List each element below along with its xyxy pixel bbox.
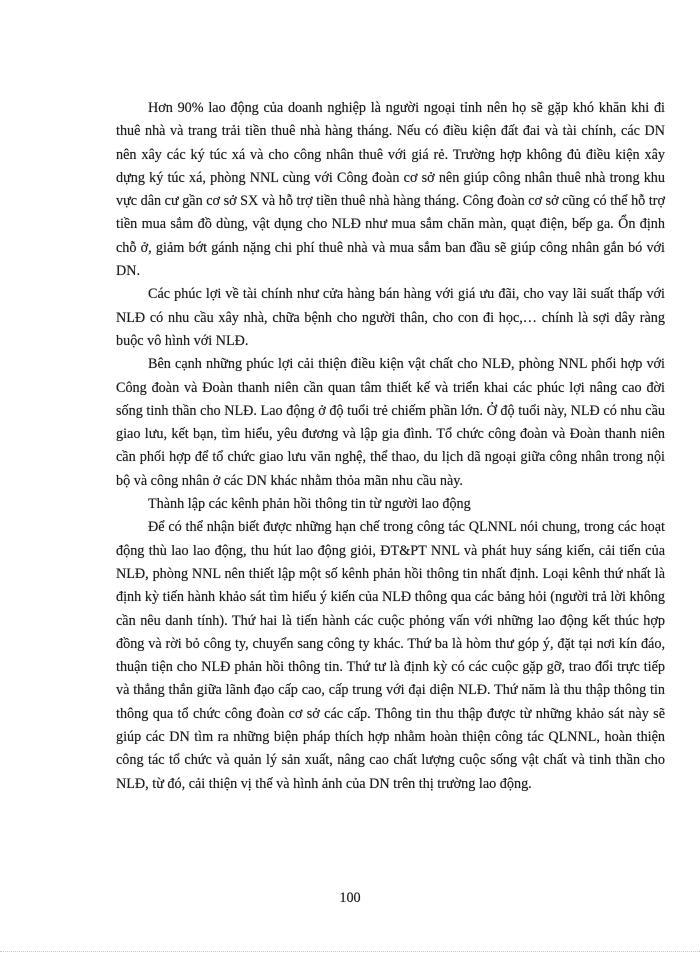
- section-heading: Thành lập các kênh phản hồi thông tin từ người lao động: [148, 496, 471, 513]
- page-number: 100: [339, 890, 361, 906]
- paragraph-spiritual-benefits: Bên cạnh những phúc lợi cải thiện điều kiện vật chất cho NLĐ, phòng NNL phối hợp với Công đoàn và Đoàn thanh niên cần quan tâm thiết kế và triển khai các phúc lợi nâng cao đời sống tinh thần cho NLĐ. Lao động ở độ tuổi trẻ chiếm phần lớn. Ở độ tuổi này, NLĐ có nhu cầu giao lưu, kết bạn, tìm hiểu, yêu đương và lập gia đình. Tổ chức công đoàn và Đoàn thanh niên cần phối hợp để tổ chức giao lưu văn nghệ, thể thao, du lịch dã ngoại giữa công nhân trong nội bộ và công nhân ở các DN khác nhằm thỏa mãn nhu cầu này.: [116, 356, 665, 489]
- bottom-divider: [0, 951, 700, 952]
- body-text: [116, 97, 665, 796]
- paragraph-housing-support: Hơn 90% lao động của doanh nghiệp là người ngoại tỉnh nên họ sẽ gặp khó khăn khi đi thuê nhà và trang trải tiền thuê nhà hàng tháng. Nếu có điều kiện đất đai và tài chính, các DN nên xây các ký túc xá và cho công nhân thuê với giá rẻ. Trường hợp không đủ điều kiện xây dựng ký túc xá, phòng NNL cùng với Công đoàn cơ sở nên giúp công nhân thuê nhà trong khu vực dân cư gần cơ sở SX và hỗ trợ tiền thuê nhà hàng tháng. Công đoàn cơ sở cũng có thể hỗ trợ tiền mua sắm đồ dùng, vật dụng cho NLĐ như mua sắm chăn màn, quạt điện, bếp ga. Ổn định chỗ ở, giảm bớt gánh nặng chi phí thuê nhà và mua sắm ban đầu sẽ giúp công nhân gắn bó với DN.: [116, 100, 665, 280]
- paragraph-financial-benefits: Các phúc lợi về tài chính như cửa hàng bán hàng với giá ưu đãi, cho vay lãi suất thấp với NLĐ có nhu cầu xây nhà, chữa bệnh cho người thân, cho con đi học,… chính là sợi dây ràng buộc vô hình với NLĐ.: [116, 286, 665, 349]
- paragraph-feedback-channels: Để có thể nhận biết được những hạn chế trong công tác QLNNL nói chung, trong các hoạt động thù lao lao động, thu hút lao động giỏi, ĐT&PT NNL và phát huy sáng kiến, cải tiến của NLĐ, phòng NNL nên thiết lập một số kênh phản hồi thông tin nhất định. Loại kênh thứ nhất là định kỳ tiến hành khảo sát tìm hiểu ý kiến của NLĐ thông qua các bảng hỏi (người trả lời không cần nêu danh tính). Thứ hai là tiến hành các cuộc phỏng vấn với những lao động kết thúc hợp đồng và rời bỏ công ty, chuyển sang công ty khác. Thứ ba là hòm thư góp ý, đặt tại nơi kín đáo, thuận tiện cho NLĐ phản hồi thông tin. Thứ tư là định kỳ có các cuộc gặp gỡ, trao đổi trực tiếp và thẳng thắn giữa lãnh đạo cấp cao, cấp trung với đại diện NLĐ. Thứ năm là thu thập thông tin thông qua tổ chức công đoàn cơ sở các cấp. Thông tin thu thập được từ những khảo sát này sẽ giúp các DN tìm ra những biện pháp thích hợp nhằm hoàn thiện công tác QLNNL, hoàn thiện công tác tổ chức và quản lý sản xuất, nâng cao chất lượng cuộc sống vật chất và tinh thần cho NLĐ, từ đó, cải thiện vị thế và hình ảnh của DN trên thị trường lao động.: [116, 519, 665, 792]
